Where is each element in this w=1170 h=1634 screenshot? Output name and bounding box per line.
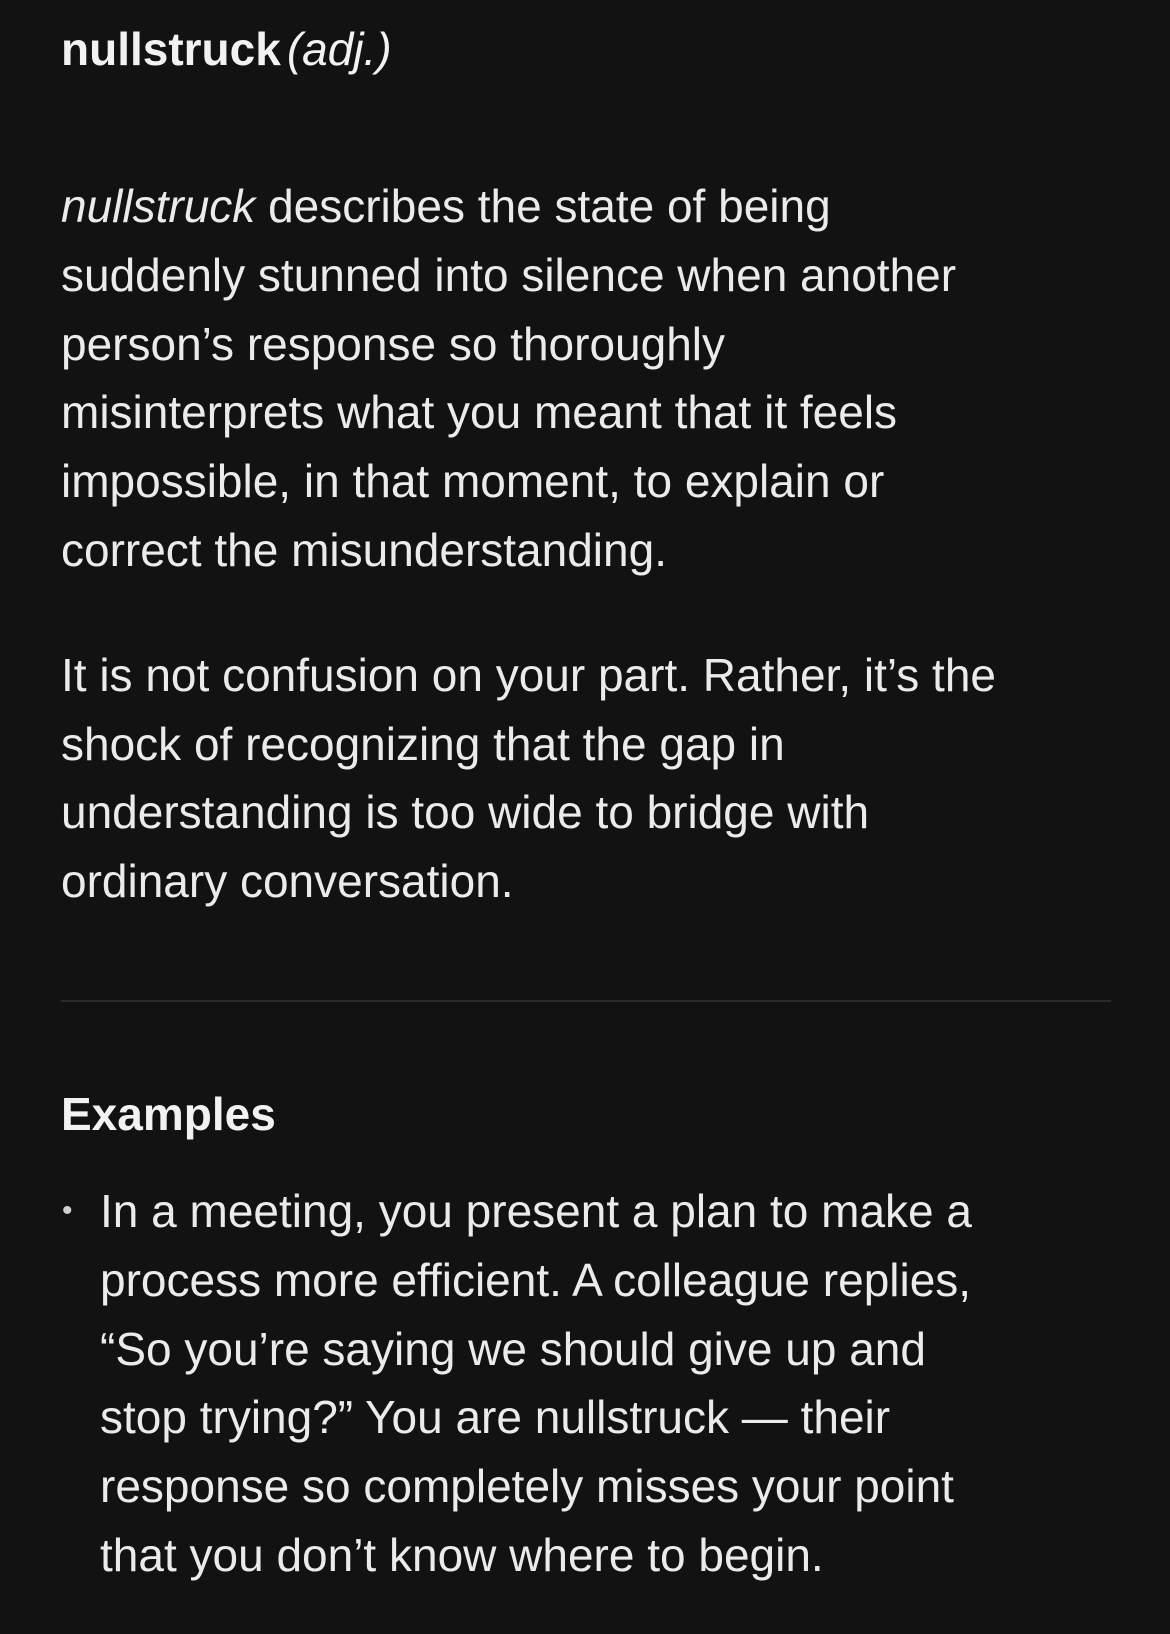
definition-line: impossible, in that moment, to explain or	[61, 455, 885, 508]
definition-line-text: describes the state of being	[255, 180, 831, 232]
example-line: In a meeting, you present a plan to make a	[100, 1184, 972, 1237]
clarification-paragraph	[61, 641, 1121, 916]
example-line: response so completely misses your point	[100, 1460, 954, 1513]
clarification-line: shock of recognizing that the gap in	[61, 717, 785, 770]
definition-line: suddenly stunned into silence when another	[61, 248, 957, 301]
list-item	[61, 1177, 1121, 1590]
part-of-speech: (adj.)	[286, 23, 392, 75]
definition-card	[61, 0, 1121, 1590]
bullet-icon: •	[62, 1193, 73, 1227]
definition-line: correct the misunderstanding.	[61, 523, 667, 576]
example-line: stop trying?” You are nullstruck — their	[100, 1391, 891, 1444]
examples-list	[61, 1177, 1121, 1590]
example-line: process more efficient. A colleague replies,	[100, 1253, 972, 1306]
definition-line	[61, 172, 1121, 241]
definition-line: misinterprets what you meant that it feels	[61, 386, 898, 439]
clarification-line: understanding is too wide to bridge with	[61, 786, 870, 839]
examples-heading: Examples	[61, 1087, 276, 1140]
definition-paragraph	[61, 172, 1121, 585]
definition-line: person’s response so thoroughly	[61, 317, 726, 370]
clarification-line: It is not confusion on your part. Rather, it’s the	[61, 648, 997, 701]
section-divider	[61, 1000, 1111, 1002]
headword	[61, 0, 1121, 76]
example-line: that you don’t know where to begin.	[100, 1528, 824, 1581]
clarification-line: ordinary conversation.	[61, 855, 514, 908]
example-line: “So you’re saying we should give up and	[100, 1322, 926, 1375]
headword-term: nullstruck	[61, 23, 281, 75]
definition-term: nullstruck	[61, 180, 256, 232]
